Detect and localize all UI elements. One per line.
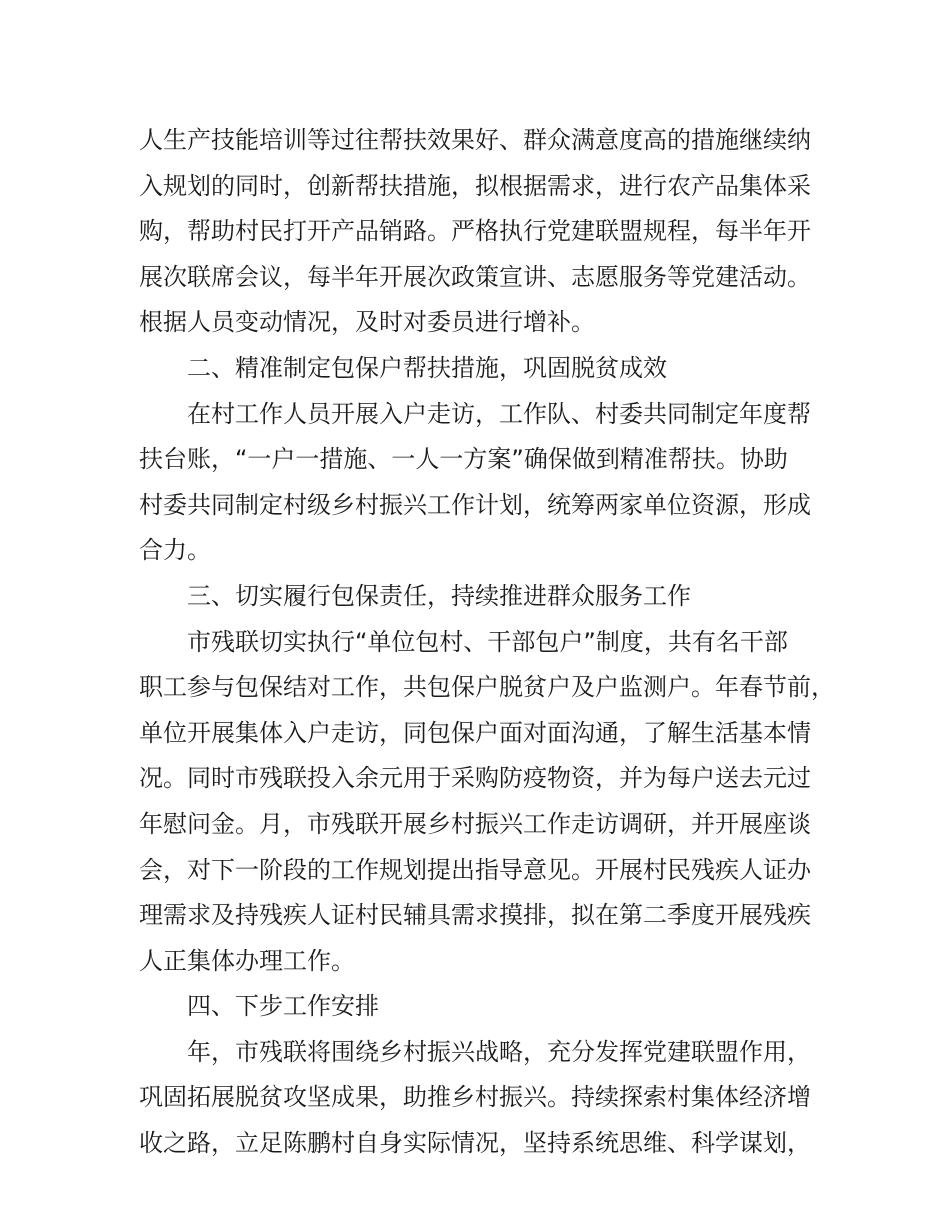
section-heading-3: 三、切实履行包保责任，持续推进群众服务工作 [187,581,691,610]
text-line-15: 况。同时市残联投入余元用于采购防疫物资，并为每户送去元过 [139,764,811,793]
text-line-12: 市残联切实执行“单位包村、干部包户”制度，共有名干部 [187,627,788,656]
text-line-10: 合力。 [139,536,211,565]
text-line-18: 理需求及持残疾人证村民辅具需求摸排，拟在第二季度开展残疾 [139,901,811,930]
text-line-13: 职工参与包保结对工作，共包保户脱贫户及户监测户。年春节前， [139,673,835,702]
text-line-22: 巩固拓展脱贫攻坚成果，助推乡村振兴。持续探索村集体经济增 [139,1083,811,1112]
text-line-8: 扶台账，“一户一措施、一人一方案”确保做到精准帮扶。协助 [139,445,788,474]
section-heading-2: 二、精准制定包保户帮扶措施，巩固脱贫成效 [187,353,667,382]
text-line-23: 收之路，立足陈鹏村自身实际情况，坚持系统思维、科学谋划， [139,1129,811,1158]
text-line-21: 年，市残联将围绕乡村振兴战略，充分发挥党建联盟作用， [187,1037,811,1066]
section-heading-4: 四、下步工作安排 [187,992,379,1021]
text-line-19: 人正集体办理工作。 [139,946,355,975]
text-line-9: 村委共同制定村级乡村振兴工作计划，统筹两家单位资源，形成 [139,490,811,519]
text-line-4: 展次联席会议，每半年开展次政策宣讲、志愿服务等党建活动。 [139,262,811,291]
text-line-3: 购，帮助村民打开产品销路。严格执行党建联盟规程，每半年开 [139,217,811,246]
text-line-17: 会，对下一阶段的工作规划提出指导意见。开展村民残疾人证办 [139,855,811,884]
text-line-16: 年慰问金。月，市残联开展乡村振兴工作走访调研，并开展座谈 [139,809,811,838]
text-line-5: 根据人员变动情况，及时对委员进行增补。 [139,308,595,337]
text-line-7: 在村工作人员开展入户走访，工作队、村委共同制定年度帮 [187,399,811,428]
text-line-2: 入规划的同时，创新帮扶措施，拟根据需求，进行农产品集体采 [139,171,811,200]
text-line-1: 人生产技能培训等过往帮扶效果好、群众满意度高的措施继续纳 [139,126,811,154]
document-body [139,118,835,1167]
text-line-14: 单位开展集体入户走访，同包保户面对面沟通，了解生活基本情 [139,718,811,747]
